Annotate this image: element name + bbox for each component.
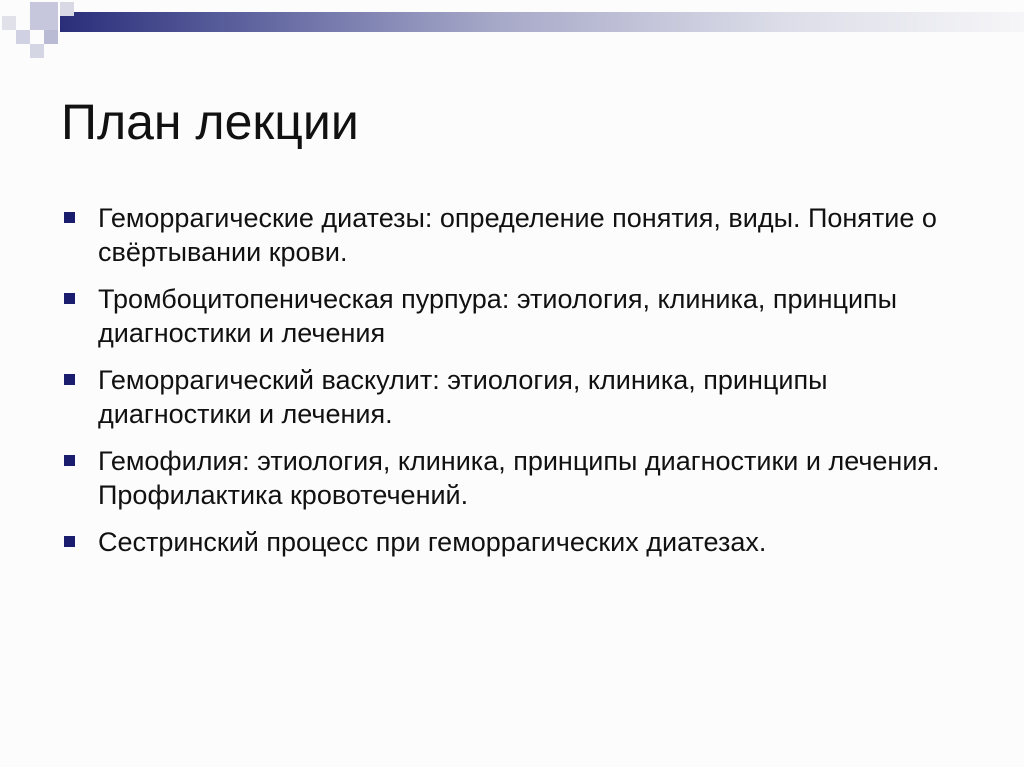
decorative-square (2, 16, 16, 30)
bullet-text: Тромбоцитопеническая пурпура: этиология, клиника, принципы диагностики и лечения (98, 284, 898, 348)
bullet-text: Геморрагические диатезы: определение понятия, виды. Понятие о свёртывании крови. (98, 203, 937, 267)
bullet-text: Геморрагический васкулит: этиология, клиника, принципы диагностики и лечения. (98, 365, 828, 429)
bullet-item (61, 444, 981, 512)
bullet-text: Гемофилия: этиология, клиника, принципы диагностики и лечения. Профилактика кровотечений. (98, 446, 940, 510)
square-bullet-icon (64, 455, 75, 466)
decorative-square (16, 30, 30, 44)
square-bullet-icon (64, 293, 75, 304)
bullet-item (61, 282, 981, 350)
square-bullet-icon (64, 536, 75, 547)
square-bullet-icon (64, 374, 75, 385)
decorative-square (30, 2, 58, 30)
bullet-item (61, 525, 981, 559)
bullet-list (61, 201, 981, 572)
square-bullet-icon (64, 212, 75, 223)
header-gradient-band (60, 12, 1024, 32)
bullet-text: Сестринский процесс при геморрагических диатезах. (98, 527, 767, 557)
decorative-square (60, 2, 74, 16)
decorative-square (30, 44, 44, 58)
bullet-item (61, 363, 981, 431)
decorative-square (44, 30, 58, 44)
bullet-item (61, 201, 981, 269)
slide-title: План лекции (61, 94, 359, 150)
